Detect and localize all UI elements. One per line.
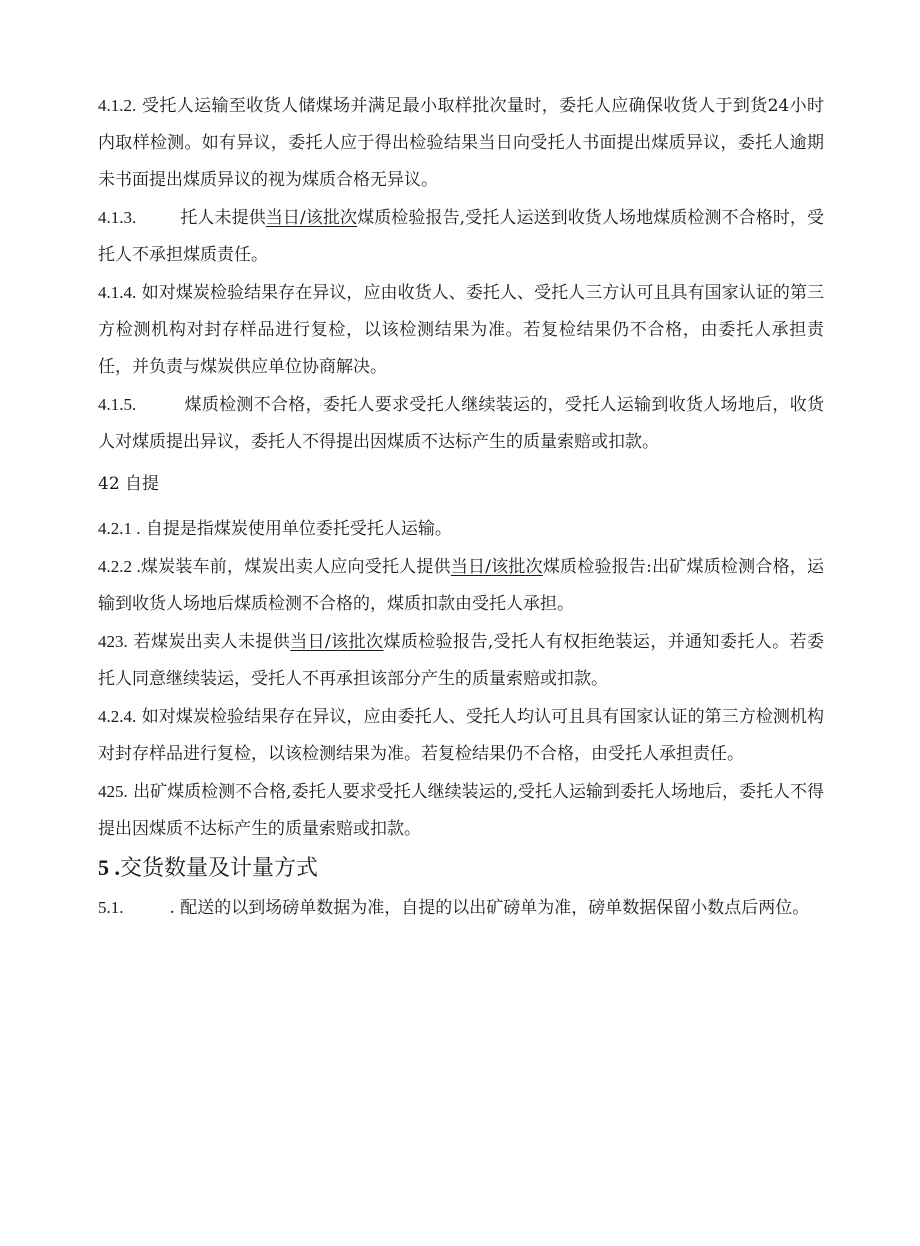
clause-number: 4.2.4. <box>98 707 137 726</box>
clause-number: 423. <box>98 632 128 651</box>
clause-number: 4.2.2 . <box>98 557 141 576</box>
clause-text-pre: 若煤炭出卖人未提供 <box>133 632 291 652</box>
clause-4-1-3 <box>98 199 824 274</box>
clause-4-1-5 <box>98 386 824 461</box>
section-4-2-title <box>98 466 824 503</box>
underlined-term: 当日/该批次 <box>265 208 358 228</box>
heading-5 <box>98 848 824 889</box>
clause-5-1 <box>98 889 824 927</box>
clause-text: 煤质检测不合格，委托人要求受托人继续装运的，受托人运输到收货人场地后，收货人对煤质提出异议，委托人不得提出因煤质不达标产生的质量索赔或扣款。 <box>98 395 824 452</box>
clause-text-post: 煤质检验报告,受托人运送到收货人场地煤质检测不合格时，受托人不承担煤质责任。 <box>98 208 825 265</box>
clause-number: 4.1.5. <box>98 395 137 414</box>
clause-number: 4.1.4. <box>98 283 137 302</box>
clause-text: 如对煤炭检验结果存在异议，应由委托人、受托人均认可且具有国家认证的第三方检测机构对封存样品进行复检，以该检测结果为准。若复检结果仍不合格，由受托人承担责任。 <box>98 707 825 764</box>
clause-4-1-2 <box>98 87 824 199</box>
clause-text: . 配送的以到场磅单数据为准，自提的以出矿磅单为准，磅单数据保留小数点后两位。 <box>169 898 810 918</box>
clause-4-2-4 <box>98 698 824 773</box>
clause-text-post: 煤质检验报告:出矿煤质检测合格，运输到收货人场地后煤质检测不合格的，煤质扣款由受托人承担。 <box>98 557 825 614</box>
clause-4-2-5 <box>98 773 824 848</box>
document-page <box>98 87 824 927</box>
clause-4-2-1 <box>98 510 824 548</box>
clause-text: 如对煤炭检验结果存在异议，应由收货人、委托人、受托人三方认可且具有国家认证的第三方检测机构对封存样品进行复检，以该检测结果为准。若复检结果仍不合格，由委托人承担责任，并负责与煤炭供应单位协商解决。 <box>98 283 825 377</box>
clause-text-pre: 托人未提供 <box>180 208 266 228</box>
clause-text-pre: 煤炭装车前，煤炭出卖人应向受托人提供 <box>140 557 451 577</box>
clause-4-2-3 <box>98 623 824 698</box>
clause-number: 4.1.2. <box>98 96 137 115</box>
clause-number: 425. <box>98 782 128 801</box>
section-title: 自提 <box>125 474 160 494</box>
heading-title: 交货数量及计量方式 <box>120 856 319 881</box>
heading-number: 5 . <box>98 855 120 880</box>
clause-text-post: 煤质检验报告,受托人有权拒绝装运，并通知委托人。若委托人同意继续装运，受托人不再承担该部分产生的质量索赔或扣款。 <box>98 632 824 689</box>
clause-number: 4.1.3. <box>98 208 137 227</box>
clause-text: 受托人运输至收货人储煤场并满足最小取样批次量时，委托人应确保收货人于到货24小时内取样检测。如有异议，委托人应于得出检验结果当日向受托人书面提出煤质异议，委托人逾期未书面提出煤质异议的视为煤质合格无异议。 <box>98 96 824 190</box>
clause-4-2-2 <box>98 548 824 623</box>
underlined-term: 当日/该批次 <box>290 632 384 652</box>
section-number: 42 <box>98 474 120 494</box>
clause-number: 5.1. <box>98 898 124 917</box>
clause-text: 出矿煤质检测不合格,委托人要求受托人继续装运的,受托人运输到委托人场地后，委托人不得提出因煤质不达标产生的质量索赔或扣款。 <box>98 782 824 839</box>
underlined-term: 当日/该批次 <box>450 557 543 577</box>
clause-text: 自提是指煤炭使用单位委托受托人运输。 <box>145 519 452 539</box>
clause-number: 4.2.1 . <box>98 519 141 538</box>
clause-4-1-4 <box>98 274 824 386</box>
